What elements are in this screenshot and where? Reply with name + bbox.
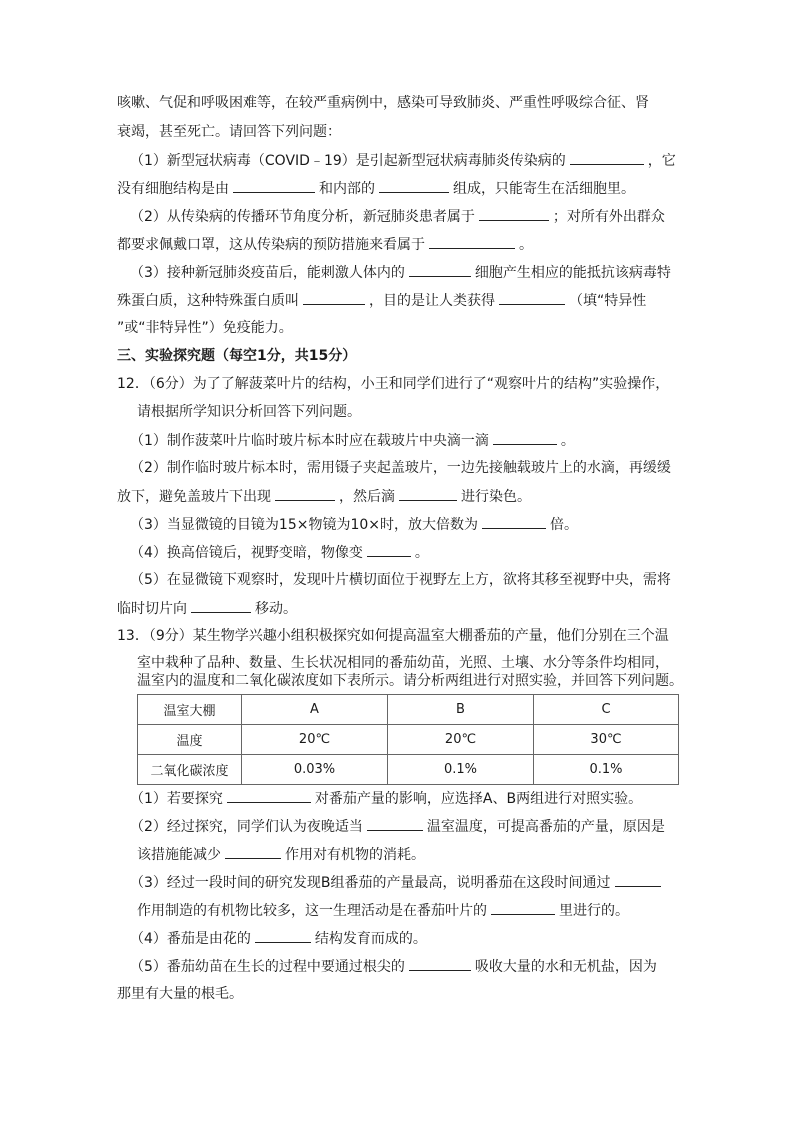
q13-part3-text-a: （3）经过一段时间的研究发现B组番茄的产量最高，说明番茄在这段时间通过 (130, 875, 611, 891)
q12-part1-text-a: （1）制作菠菜叶片临时玻片标本时应在载玻片中央滴一滴 (130, 433, 489, 449)
q12-part1-text-b: 。 (560, 433, 575, 449)
q11-part1-text-d: 和内部的 (319, 181, 375, 197)
q12-part4-text-a: （4）换高倍镜后，视野变暗，物像变 (130, 545, 363, 561)
q12-part3-text-a: （3）当显微镜的目镜为15×物镜为10×时，放大倍数为 (130, 517, 478, 533)
table-row (138, 725, 679, 755)
q12-part5-text-b: 临时切片向 (117, 601, 187, 617)
q11-part1-text-b: ，它 (647, 153, 676, 169)
q12-part2-text-c: ，然后滴 (339, 489, 395, 505)
table-cell: 30℃ (534, 725, 679, 755)
table-cell: 0.1% (534, 755, 679, 785)
q13-part4-text-a: （4）番茄是由花的 (130, 931, 251, 947)
answer-blank[interactable] (570, 150, 644, 165)
q13-part1 (130, 788, 642, 808)
answer-blank[interactable] (429, 234, 515, 249)
intro-line-1: 咳嗽、气促和呼吸困难等，在较严重病例中，感染可导致肺炎、严重性呼吸综合征、肾 (117, 95, 649, 111)
q11-part3-line1 (130, 262, 671, 282)
q11-part3-text-d: ，目的是让人类获得 (369, 293, 495, 309)
q13-part2-text-d: 作用对有机物的消耗。 (285, 847, 425, 863)
answer-blank[interactable] (303, 290, 365, 305)
q11-part2-text-a: （2）从传染病的传播环节角度分析，新冠肺炎患者属于 (130, 209, 475, 225)
q12-stem-line1: 12．（6分）为了了解菠菜叶片的结构，小王和同学们进行了“观察叶片的结构”实验操作， (117, 376, 670, 392)
q11-part2-text-b: ；对所有外出群众 (552, 209, 665, 225)
q11-part3-line3: ”或“非特异性”）免疫能力。 (117, 320, 293, 336)
q12-part2-line1: （2）制作临时玻片标本时，需用镊子夹起盖玻片，一边先接触载玻片上的水滴，再缓缓 (130, 460, 671, 476)
q12-part4-text-b: 。 (414, 545, 429, 561)
table-header-cell: 温室大棚 (138, 695, 242, 725)
q11-part1-text-c: 没有细胞结构是由 (117, 181, 229, 197)
q11-part2-line1 (130, 206, 665, 226)
q13-part2-text-a: （2）经过探究，同学们认为夜晚适当 (130, 819, 363, 835)
answer-blank[interactable] (367, 542, 411, 557)
table-header-cell: C (534, 695, 679, 725)
q11-part2-line2 (117, 234, 533, 254)
q13-part4 (130, 928, 427, 948)
table-header-row (138, 695, 679, 725)
q13-part3-line1 (130, 872, 665, 892)
q11-part3-text-a: （3）接种新冠肺炎疫苗后，能刺激人体内的 (130, 265, 405, 281)
table-cell: 二氧化碳浓度 (138, 755, 242, 785)
answer-blank[interactable] (399, 486, 457, 501)
table-cell: 0.03% (242, 755, 388, 785)
answer-blank[interactable] (491, 900, 555, 915)
table-cell: 0.1% (388, 755, 534, 785)
q13-part5-text-b: 吸收大量的水和无机盐，因为 (474, 959, 657, 975)
q13-part1-text-a: （1）若要探究 (130, 791, 223, 807)
q11-part2-text-c: 都要求佩戴口罩，这从传染病的预防措施来看属于 (117, 237, 425, 253)
answer-blank[interactable] (493, 430, 557, 445)
q13-part2-text-c: 该措施能减少 (137, 847, 221, 863)
q11-part3-line2 (117, 290, 646, 310)
answer-blank[interactable] (191, 598, 251, 613)
q11-part3-text-b: 细胞产生相应的能抵抗该病毒特 (474, 265, 671, 281)
q13-part3-line2 (137, 900, 629, 920)
answer-blank[interactable] (255, 928, 311, 943)
table-cell: 20℃ (388, 725, 534, 755)
greenhouse-table (137, 694, 679, 785)
q13-part2-line1 (130, 816, 665, 836)
table-row (138, 755, 679, 785)
table-header-cell: B (388, 695, 534, 725)
answer-blank[interactable] (227, 788, 311, 803)
answer-blank[interactable] (479, 206, 549, 221)
q12-part5-line1: （5）在显微镜下观察时，发现叶片横切面位于视野左上方，欲将其移至视野中央，需将 (130, 572, 671, 588)
q11-part3-text-c: 殊蛋白质，这种特殊蛋白质叫 (117, 293, 299, 309)
q11-part1-line1 (130, 150, 676, 170)
q13-part2-text-b: 温室温度，可提高番茄的产量，原因是 (426, 819, 665, 835)
answer-blank[interactable] (379, 178, 449, 193)
table-cell: 20℃ (242, 725, 388, 755)
q12-part3-text-b: 倍。 (550, 517, 578, 533)
q13-stem-line3: 温室内的温度和二氧化碳浓度如下表所示。请分析两组进行对照实验，并回答下列问题。 (137, 673, 683, 689)
q13-part4-text-b: 结构发育而成的。 (314, 931, 427, 947)
answer-blank[interactable] (409, 262, 471, 277)
q12-part5-line2 (117, 598, 297, 618)
answer-blank[interactable] (275, 486, 335, 501)
q11-part1-text-e: 组成，只能寄生在活细胞里。 (453, 181, 635, 197)
answer-blank[interactable] (409, 956, 471, 971)
q13-part3-text-b: 作用制造的有机物比较多，这一生理活动是在番茄叶片的 (137, 903, 487, 919)
q11-part2-text-d: 。 (519, 237, 533, 253)
answer-blank[interactable] (233, 178, 315, 193)
q12-part2-text-d: 进行染色。 (461, 489, 531, 505)
q12-part2-line2 (117, 486, 531, 506)
q13-part5-line1 (130, 956, 657, 976)
q12-part3 (130, 514, 578, 534)
q13-stem-line2: 室中栽种了品种、数量、生长状况相同的番茄幼苗，光照、土壤、水分等条件均相同， (137, 655, 669, 671)
q13-part5-line2: 那里有大量的根毛。 (117, 986, 243, 1002)
q12-stem-line2: 请根据所学知识分析回答下列问题。 (137, 404, 361, 420)
q13-part5-text-a: （5）番茄幼苗在生长的过程中要通过根尖的 (130, 959, 405, 975)
intro-line-2: 衰竭，甚至死亡。请回答下列问题： (117, 124, 341, 140)
q12-part5-text-c: 移动。 (255, 601, 297, 617)
q12-part1 (130, 430, 575, 450)
answer-blank[interactable] (499, 290, 565, 305)
table-header-cell: A (242, 695, 388, 725)
answer-blank[interactable] (367, 816, 423, 831)
answer-blank[interactable] (225, 844, 281, 859)
q13-part1-text-b: 对番茄产量的影响，应选择A、B两组进行对照实验。 (314, 791, 643, 807)
q13-part2-line2 (137, 844, 425, 864)
q13-part3-text-c: 里进行的。 (559, 903, 629, 919)
answer-blank[interactable] (615, 872, 661, 887)
q12-part4 (130, 542, 429, 562)
q13-stem-line1: 13．（9分）某生物学兴趣小组积极探究如何提高温室大棚番茄的产量，他们分别在三个温 (117, 628, 669, 644)
q12-part2-text-b: 放下，避免盖玻片下出现 (117, 489, 271, 505)
table-cell: 温度 (138, 725, 242, 755)
section-3-heading: 三、实验探究题（每空1分，共15分） (117, 348, 357, 364)
answer-blank[interactable] (482, 514, 546, 529)
q11-part1-text-a: （1）新型冠状病毒（COVID﹣19）是引起新型冠状病毒肺炎传染病的 (130, 153, 566, 169)
q11-part3-text-e: （填“特异性 (569, 293, 647, 309)
q11-part1-line2 (117, 178, 635, 198)
